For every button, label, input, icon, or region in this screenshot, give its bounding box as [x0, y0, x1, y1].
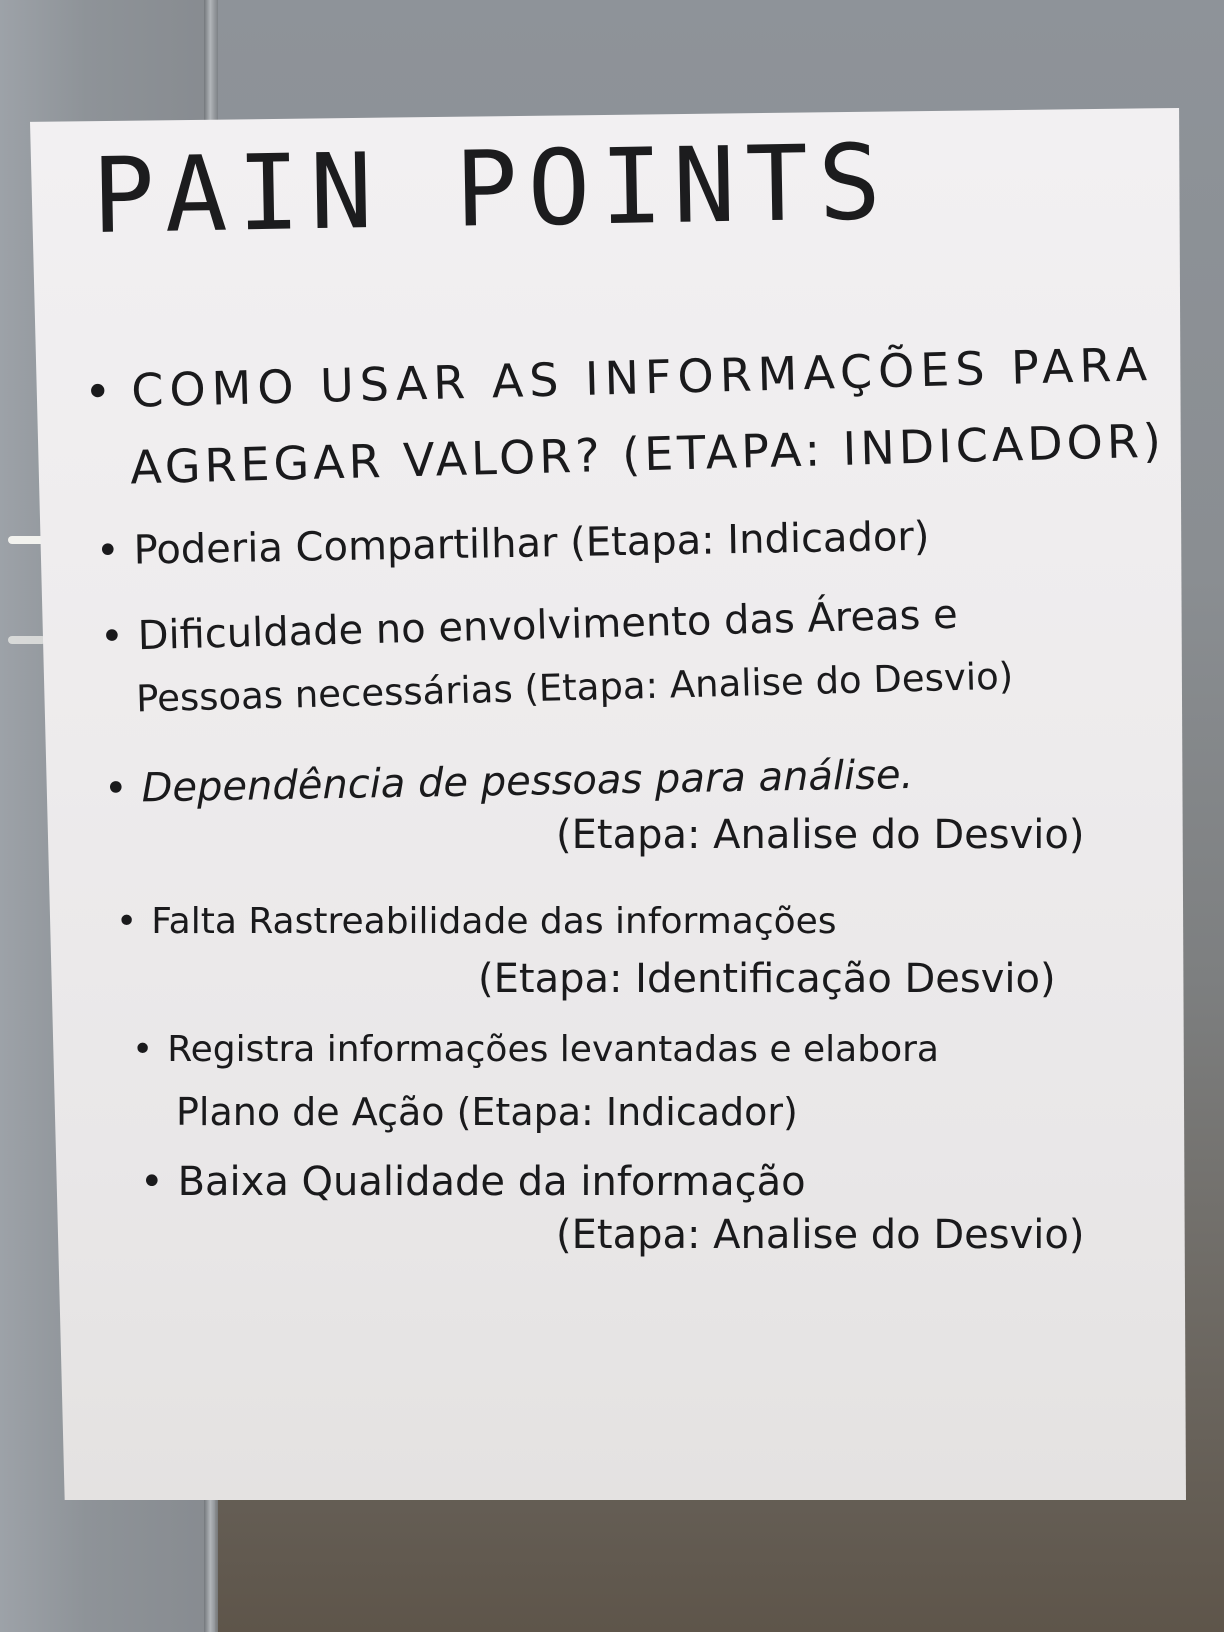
item-text: COMO USAR AS INFORMAÇÕES PARA [130, 337, 1154, 418]
page-title: PAIN POINTS [90, 121, 892, 257]
bullet: • [99, 613, 125, 661]
bullet: • [132, 1029, 154, 1070]
bullet: • [116, 901, 138, 942]
bullet: • [103, 765, 129, 813]
list-item-continuation: (Etapa: Analise do Desvio) [556, 1212, 1085, 1258]
list-item-continuation: AGREGAR VALOR? (ETAPA: INDICADOR) [129, 413, 1166, 495]
list-item [116, 896, 837, 948]
item-text: Poderia Compartilhar (Etapa: Indicador) [133, 513, 930, 574]
item-text: Baixa Qualidade da informação [177, 1159, 806, 1205]
ceiling-light-reflection [8, 536, 46, 544]
list-item [132, 1024, 939, 1076]
item-text: Dificuldade no envolvimento das Áreas e [137, 591, 959, 660]
bullet: • [140, 1159, 164, 1205]
ceiling-light-reflection [8, 636, 46, 644]
bullet: • [83, 364, 119, 419]
list-item-continuation: (Etapa: Identificação Desvio) [478, 956, 1056, 1002]
list-item [140, 1156, 806, 1208]
item-text: Dependência de pessoas para análise. [141, 751, 914, 812]
item-text: Falta Rastreabilidade das informações [151, 901, 837, 942]
list-item-continuation: Pessoas necessárias (Etapa: Analise do Desvio) [135, 654, 1014, 721]
list-item-continuation: Plano de Ação (Etapa: Indicador) [176, 1090, 798, 1134]
bullet: • [95, 527, 121, 575]
item-text: Registra informações levantadas e elabora [167, 1029, 939, 1070]
list-item-continuation: (Etapa: Analise do Desvio) [556, 812, 1085, 858]
